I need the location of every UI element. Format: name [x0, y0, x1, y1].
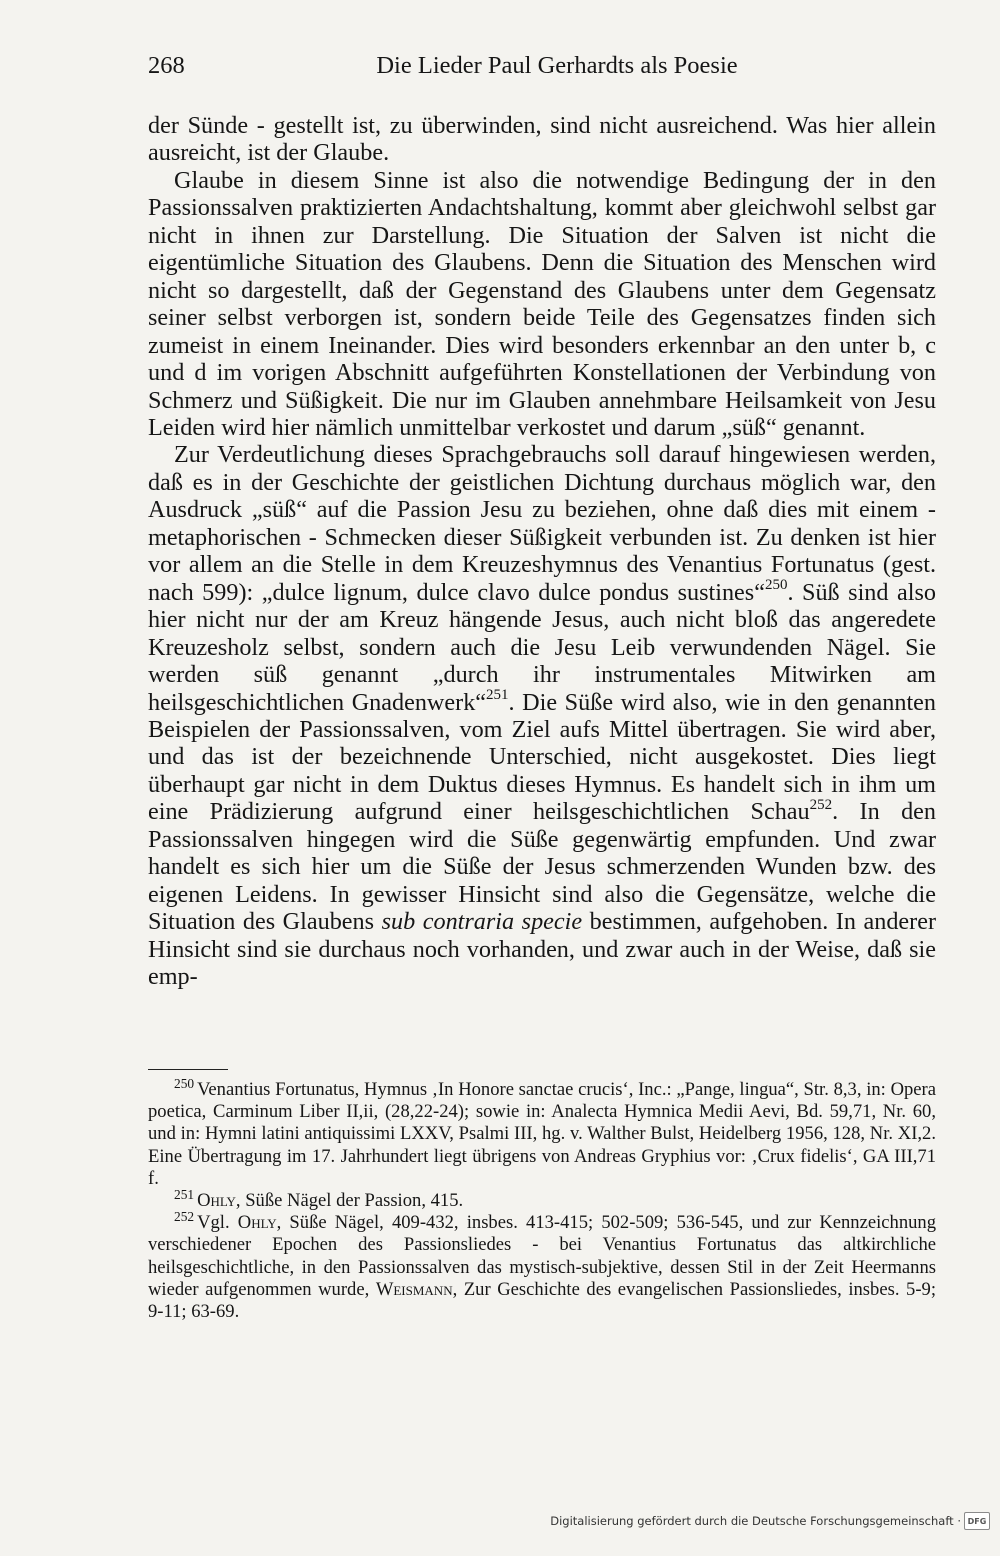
text-run: , Süße Nägel der Passion, 415.: [235, 1190, 464, 1212]
page-number: 268: [148, 52, 185, 79]
body-text: [148, 112, 936, 991]
dfg-logo: DFG: [964, 1512, 990, 1530]
text-run: . Süß sind also hier nicht nur der am Kreuz hängende Jesus, auch nicht bloß das angeredete Kreuzesholz selbst, sondern auch die Jesu Leib verwundenden Nägel. Sie werden süß genannt „durch ihr instrumentales Mitwirken am heilsgeschichtlichen Gnadenwerk“: [148, 578, 936, 716]
footnote-reference: 250: [764, 577, 788, 594]
text-run: Venantius Fortunatus, Hymnus ‚In Honore sanctae crucis‘, Inc.: „Pange, lingua“, Str. 8,3, in: Opera poetica, Carminum Liber II,ii, (28,22-24); sowie in: Analecta Hymnica Medii Aevi, Bd. 59,71, Nr. 60, und in: Hymni latini antiquissimi LXXV, Psalmi III, hg. v. Walther Bulst, Heidelberg 1956, 128, Nr. XI,2. Eine Übertragung im 17. Jahrhundert liegt übrigens von Andreas Gryphius vor: ‚Crux fidelis‘, GA III,71 f.: [148, 1079, 936, 1189]
text-run: Zur Verdeutlichung dieses Sprachgebrauchs soll darauf hingewiesen werden, daß es in der Geschichte der geistlichen Dichtung durchaus möglich war, den Ausdruck „süß“ auf die Passion Jesu zu beziehen, ohne daß dies mit einem - metaphorischen - Schmecken dieser Süßigkeit verbunden ist. Zu denken ist hier vor allem an die Stelle in dem Kreuzeshymnus des Venantius Fortunatus (gest. nach 599): „dulce lignum, dulce clavo dulce pondus sustines“: [148, 441, 936, 606]
paragraph: [148, 112, 936, 167]
footnotes: [148, 1075, 937, 1323]
footnote-number: 251: [174, 1186, 195, 1202]
footnote: [148, 1209, 937, 1323]
footnote-divider: [148, 1069, 228, 1070]
italic-phrase: sub contraria specie: [381, 908, 583, 936]
text-run: Vgl.: [197, 1212, 238, 1234]
text-run: , Zur Geschichte des evangelischen Passionsliedes, insbes. 5-9; 9-11; 63-69.: [148, 1278, 937, 1323]
author-name: Weismann: [375, 1278, 453, 1300]
page-header: [148, 52, 936, 84]
funding-text: Digitalisierung gefördert durch die Deutsche Forschungsgemeinschaft ·: [550, 1514, 961, 1528]
text-run: . Die Süße wird also, wie in den genannten Beispielen der Passionssalven, vom Ziel aufs Mittel übertragen. Sie wird aber, und das ist der bezeichnende Unterschied, nicht ausgekostet. Dies liegt überhaupt gar nicht in dem Duktus dieses Hymnus. Es handelt sich in ihm um eine Prädizierung aufgrund einer heilsgeschichtlichen Schau: [148, 688, 936, 826]
text-run: der Sünde - gestellt ist, zu überwinden, sind nicht ausreichend. Was hier allein ausreicht, ist der Glaube.: [148, 112, 936, 167]
footnote: [148, 1075, 936, 1190]
text-run: . In den Passionssalven hingegen wird die Süße gegenwärtig empfunden. Und zwar handelt es sich hier um die Süße der Jesus schmerzenden Wunden bzw. des eigenen Leidens. In gewisser Hinsicht sind also die Gegensätze, welche die Situation des Glaubens: [148, 798, 936, 936]
footnote-number: 250: [174, 1075, 195, 1091]
text-run: , Süße Nägel, 409-432, insbes. 413-415; 502-509; 536-545, und zur Kennzeichnung verschiedener Epochen des Passionsliedes - bei Venantius Fortunatus das altkirchliche heilsgeschichtliche, in den Passionssalven das mystisch-subjektive, dessen Stil in der Zeit Heermanns wieder aufgenommen wurde,: [148, 1212, 937, 1300]
author-name: Ohly: [197, 1190, 236, 1212]
text-run: bestimmen, aufgehoben. In anderer Hinsicht sind sie durchaus noch vorhanden, und zwar auch in der Weise, daß sie emp-: [148, 908, 936, 991]
running-title: Die Lieder Paul Gerhardts als Poesie: [376, 52, 738, 79]
text-run: Glaube in diesem Sinne ist also die notwendige Bedingung der in den Passionssalven praktizierten Andachtshaltung, kommt aber gleichwohl selbst gar nicht in ihnen zur Darstellung. Die Situation der Salven ist nicht die eigentümliche Situation des Glaubens. Denn die Situation des Menschen wird nicht so dargestellt, daß der Gegenstand des Glaubens unter dem Gegensatz seiner selbst verborgen ist, sondern beide Teile des Gegensatzes finden sich zumeist in einem Ineinander. Dies wird besonders erkennbar an den unter b, c und d im vorigen Abschnitt aufgeführten Konstellationen der Verbindung von Schmerz und Süßigkeit. Die nur im Glauben annehmbare Heilsamkeit von Jesu Leiden wird hier nämlich unmittelbar verkostet und darum „süß“ genannt.: [148, 166, 936, 441]
author-name: Ohly: [237, 1212, 277, 1234]
footnote-reference: 252: [809, 796, 833, 813]
footnote-reference: 251: [486, 686, 509, 703]
funding-banner: [550, 1510, 990, 1532]
footnote-number: 252: [174, 1209, 195, 1225]
footnote: [148, 1186, 936, 1212]
paragraph: [148, 441, 936, 990]
paragraph: [148, 167, 936, 442]
